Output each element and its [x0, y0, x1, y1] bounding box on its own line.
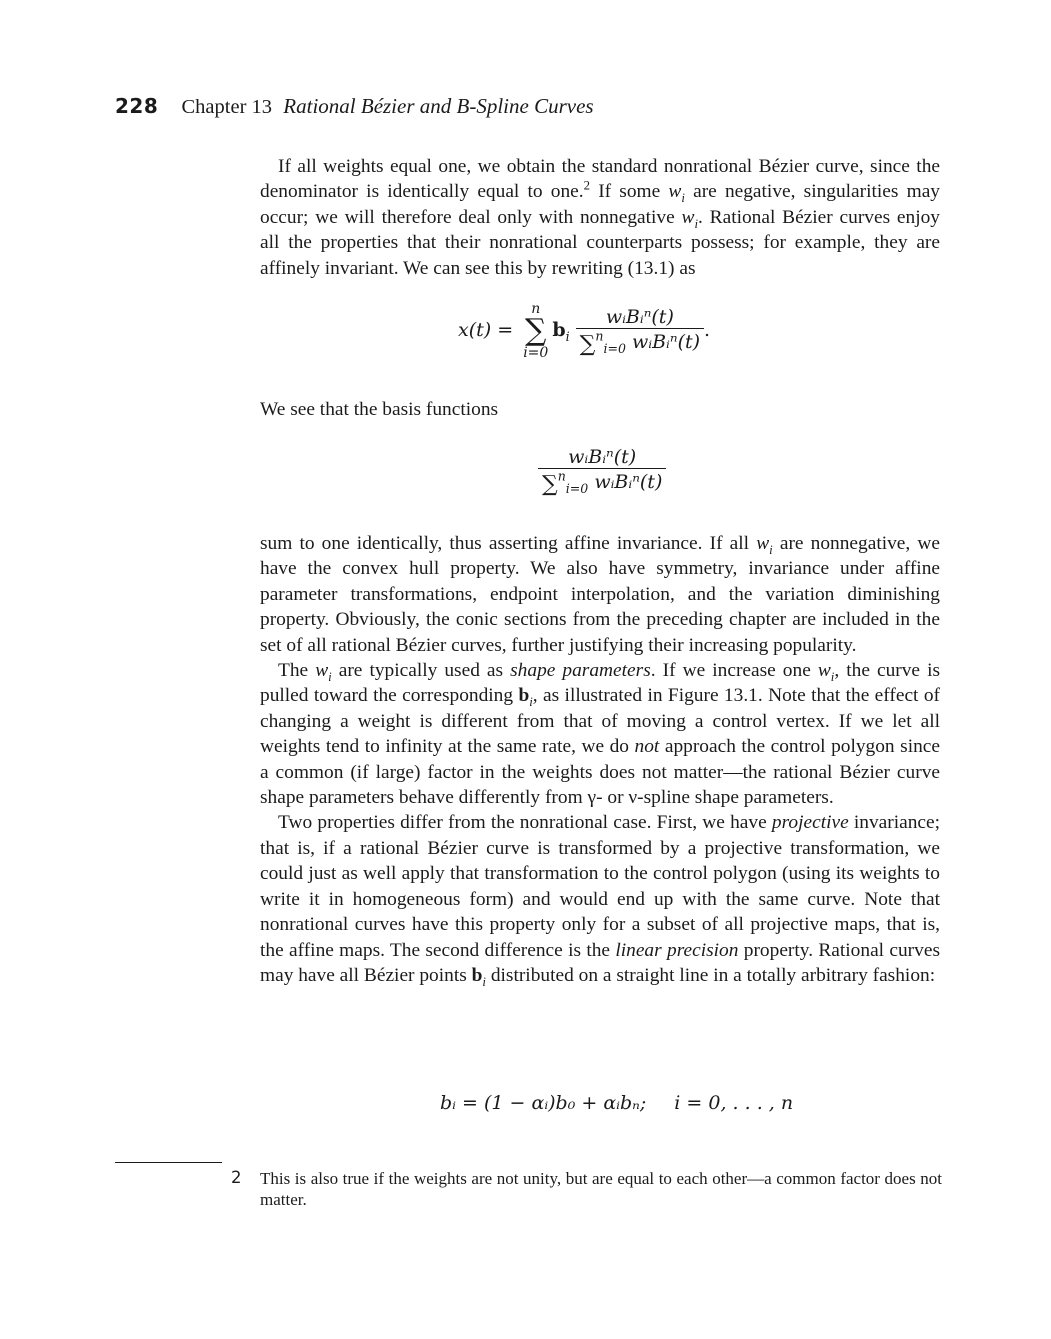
summation: n ∑ i=0 [523, 301, 549, 361]
equation-linear-precision: bᵢ = (1 − αᵢ)b₀ + αᵢbₙ; i = 0, . . . , n [440, 1092, 794, 1114]
footnote-ref: 2 [583, 178, 591, 193]
paragraph-1-block [260, 154, 940, 281]
paragraph-2: We see that the basis functions [260, 399, 499, 420]
footnote-rule [115, 1162, 222, 1163]
main-text-block [260, 531, 940, 988]
paragraph-2-block [260, 397, 940, 422]
fraction: $\frac{\text{wᵢBᵢⁿ(t)}}{\sum^n_{i=0} wᵢBᵢ^n(t)}$ [576, 306, 704, 357]
chapter-label: Chapter 13 [181, 96, 273, 118]
page-number: 228 [115, 94, 159, 118]
equation-rational-curve: x(t) = n ∑ i=0 $b_i$ $\frac{\text{wᵢBᵢⁿ(t)}}{\sum^n_{i=0} wᵢBᵢ^n(t)}$ . [458, 301, 711, 361]
paragraph-1: If all weights equal one, we obtain the standard nonrational Bézier curve, since the denominator is identically equal to one.$^2$ If some $w_i$ are negative, singularities may occur; we will therefore deal only with nonnegative $w_i$. Rational Bézier curves enjoy all the properties that their nonrational counterparts possess; for example, they are affinely invariant. We can see this by rewriting (13.1) as [260, 156, 940, 279]
paragraph-4: The $w_i$ are typically used as shape parameters. If we increase one $w_i$, the curve is pulled toward the corresponding $b_i$, as illustrated in Figure 13.1. Note that the effect of changing a weight is different from that of moving a control vertex. If we let all weights tend to infinity at the same rate, we do not approach the control polygon since a common (if large) factor in the weights does not matter—the rational Bézier curve shape parameters behave differently from γ- or ν-spline shape parameters. [260, 660, 941, 809]
page-header [115, 94, 594, 119]
footnote-number: 2 [231, 1168, 242, 1187]
paragraph-3: sum to one identically, thus asserting affine invariance. If all $w_i$ are nonnegative, we have the convex hull property. We also have symmetry, invariance under affine parameter transformations, endpoint interpolation, and the variation diminishing property. Obviously, the conic sections from the preceding chapter are included in the set of all rational Bézier curves, further justifying their increasing popularity. [260, 533, 941, 656]
paragraph-5: Two properties differ from the nonrational case. First, we have projective invariance; that is, if a rational Bézier curve is transformed by a projective transformation, we could just as well apply that transformation to the control polygon (using its weights to write it in homogeneous form) and would end up with the same curve. Note that nonrational curves have this property only for a subset of all projective maps, that is, the affine maps. The second difference is the linear precision property. Rational curves may have all Bézier points $b_i$ distributed on a straight line in a totally arbitrary fashion: [260, 812, 941, 989]
footnote-text: This is also true if the weights are not unity, but are equal to each other—a common factor does not matter. [260, 1169, 942, 1209]
fraction: $\frac{\text{wᵢBᵢⁿ(t)}}{\sum^n_{i=0} wᵢBᵢ^n(t)}$ [538, 446, 666, 497]
running-title: Rational Bézier and B-Spline Curves [283, 94, 594, 118]
equation-basis-functions [538, 446, 666, 497]
